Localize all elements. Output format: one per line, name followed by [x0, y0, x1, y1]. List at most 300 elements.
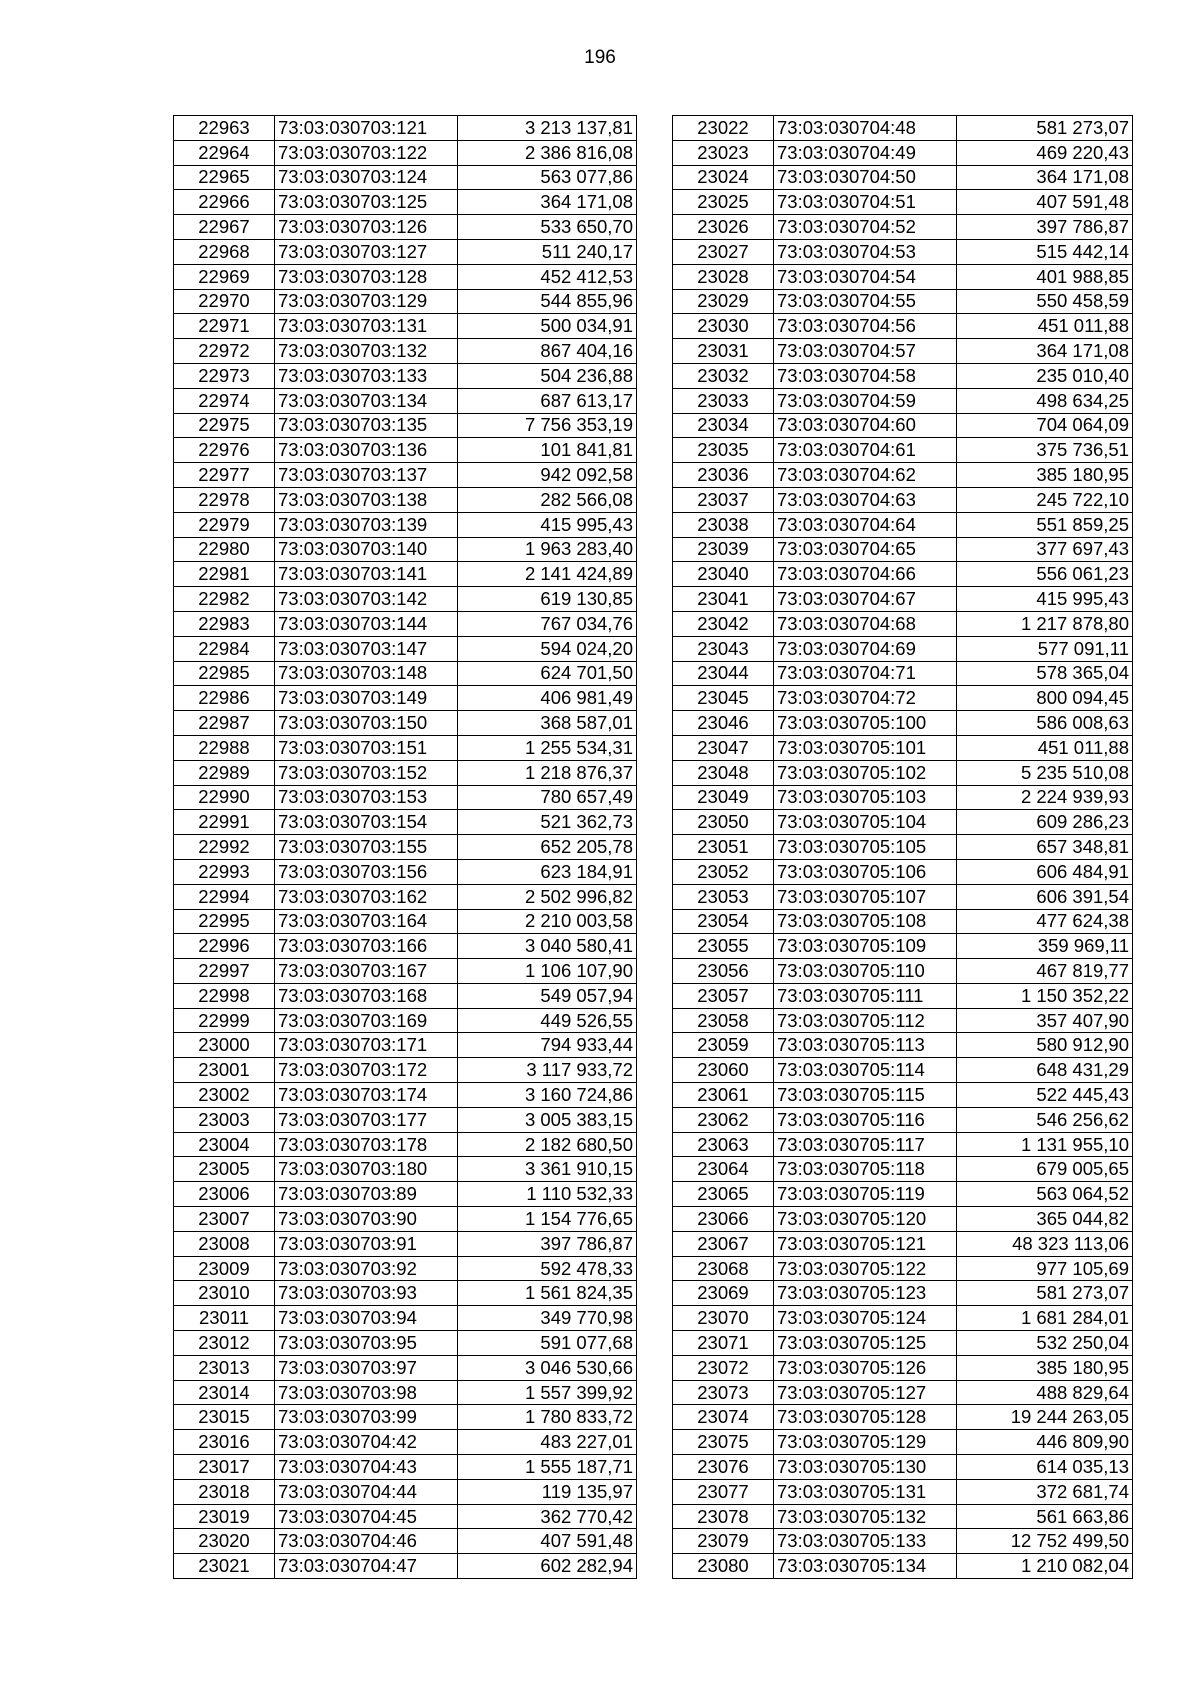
value-cell: 1 255 534,31: [458, 735, 637, 760]
row-number-cell: 22966: [174, 190, 275, 215]
table-row: [174, 438, 637, 463]
value-cell: 451 011,88: [957, 735, 1133, 760]
cadastral-number-cell: 73:03:030703:178: [275, 1132, 458, 1157]
value-cell: 581 273,07: [957, 1281, 1133, 1306]
row-number-cell: 22989: [174, 760, 275, 785]
value-cell: 563 077,86: [458, 165, 637, 190]
value-cell: 364 171,08: [957, 339, 1133, 364]
value-cell: 602 282,94: [458, 1554, 637, 1579]
cadastral-number-cell: 73:03:030703:167: [275, 959, 458, 984]
table-row: [174, 1033, 637, 1058]
row-number-cell: 23013: [174, 1355, 275, 1380]
value-cell: 1 110 532,33: [458, 1182, 637, 1207]
row-number-cell: 23021: [174, 1554, 275, 1579]
row-number-cell: 22963: [174, 116, 275, 141]
cadastral-number-cell: 73:03:030705:122: [774, 1256, 957, 1281]
row-number-cell: 23049: [673, 785, 774, 810]
value-cell: 2 502 996,82: [458, 884, 637, 909]
row-number-cell: 23064: [673, 1157, 774, 1182]
value-cell: 3 005 383,15: [458, 1107, 637, 1132]
row-number-cell: 23054: [673, 909, 774, 934]
value-cell: 1 131 955,10: [957, 1132, 1133, 1157]
row-number-cell: 23022: [673, 116, 774, 141]
table-row: [673, 512, 1133, 537]
table-row: [673, 785, 1133, 810]
row-number-cell: 23039: [673, 537, 774, 562]
cadastral-number-cell: 73:03:030705:130: [774, 1455, 957, 1480]
row-number-cell: 23068: [673, 1256, 774, 1281]
value-cell: 401 988,85: [957, 264, 1133, 289]
table-row: [174, 810, 637, 835]
table-row: [174, 1430, 637, 1455]
table-row: [174, 1331, 637, 1356]
value-cell: 521 362,73: [458, 810, 637, 835]
table-row: [174, 1554, 637, 1579]
value-cell: 235 010,40: [957, 363, 1133, 388]
table-row: [174, 1281, 637, 1306]
row-number-cell: 22997: [174, 959, 275, 984]
value-cell: 533 650,70: [458, 215, 637, 240]
value-cell: 652 205,78: [458, 835, 637, 860]
value-cell: 467 819,77: [957, 959, 1133, 984]
table-row: [174, 537, 637, 562]
table-row: [174, 1380, 637, 1405]
table-row: [174, 1504, 637, 1529]
table-row: [673, 339, 1133, 364]
row-number-cell: 22995: [174, 909, 275, 934]
row-number-cell: 22982: [174, 587, 275, 612]
cadastral-number-cell: 73:03:030703:137: [275, 463, 458, 488]
row-number-cell: 23018: [174, 1479, 275, 1504]
table-row: [673, 1132, 1133, 1157]
row-number-cell: 23036: [673, 463, 774, 488]
value-cell: 372 681,74: [957, 1479, 1133, 1504]
value-cell: 3 361 910,15: [458, 1157, 637, 1182]
value-cell: 614 035,13: [957, 1455, 1133, 1480]
row-number-cell: 23004: [174, 1132, 275, 1157]
cadastral-number-cell: 73:03:030705:120: [774, 1207, 957, 1232]
cadastral-number-cell: 73:03:030704:48: [774, 116, 957, 141]
cadastral-number-cell: 73:03:030703:172: [275, 1058, 458, 1083]
value-cell: 606 484,91: [957, 859, 1133, 884]
table-row: [673, 463, 1133, 488]
cadastral-number-cell: 73:03:030703:127: [275, 239, 458, 264]
cadastral-number-cell: 73:03:030703:125: [275, 190, 458, 215]
cadastral-number-cell: 73:03:030705:107: [774, 884, 957, 909]
row-number-cell: 22968: [174, 239, 275, 264]
value-cell: 1 154 776,65: [458, 1207, 637, 1232]
value-cell: 101 841,81: [458, 438, 637, 463]
table-row: [174, 1256, 637, 1281]
value-cell: 397 786,87: [957, 215, 1133, 240]
table-row: [673, 1479, 1133, 1504]
row-number-cell: 23002: [174, 1083, 275, 1108]
row-number-cell: 22980: [174, 537, 275, 562]
table-row: [673, 289, 1133, 314]
table-row: [174, 587, 637, 612]
cadastral-number-cell: 73:03:030705:106: [774, 859, 957, 884]
cadastral-number-cell: 73:03:030705:102: [774, 760, 957, 785]
table-row: [673, 363, 1133, 388]
table-row: [174, 339, 637, 364]
row-number-cell: 23001: [174, 1058, 275, 1083]
table-row: [174, 289, 637, 314]
table-row: [673, 239, 1133, 264]
table-row: [673, 760, 1133, 785]
row-number-cell: 22967: [174, 215, 275, 240]
cadastral-number-cell: 73:03:030703:133: [275, 363, 458, 388]
table-row: [174, 661, 637, 686]
row-number-cell: 22987: [174, 711, 275, 736]
row-number-cell: 23007: [174, 1207, 275, 1232]
value-cell: 592 478,33: [458, 1256, 637, 1281]
value-cell: 7 756 353,19: [458, 413, 637, 438]
value-cell: 407 591,48: [957, 190, 1133, 215]
cadastral-number-cell: 73:03:030705:111: [774, 983, 957, 1008]
value-cell: 2 141 424,89: [458, 562, 637, 587]
value-cell: 19 244 263,05: [957, 1405, 1133, 1430]
cadastral-number-cell: 73:03:030703:124: [275, 165, 458, 190]
table-row: [174, 934, 637, 959]
cadastral-number-cell: 73:03:030705:105: [774, 835, 957, 860]
value-cell: 365 044,82: [957, 1207, 1133, 1232]
value-cell: 364 171,08: [458, 190, 637, 215]
table-row: [174, 1355, 637, 1380]
table-row: [174, 562, 637, 587]
row-number-cell: 23014: [174, 1380, 275, 1405]
table-row: [673, 1033, 1133, 1058]
cadastral-number-cell: 73:03:030704:66: [774, 562, 957, 587]
table-row: [174, 785, 637, 810]
table-row: [174, 1058, 637, 1083]
table-row: [673, 314, 1133, 339]
table-row: [673, 190, 1133, 215]
row-number-cell: 22996: [174, 934, 275, 959]
row-number-cell: 23019: [174, 1504, 275, 1529]
table-row: [174, 1306, 637, 1331]
row-number-cell: 23061: [673, 1083, 774, 1108]
cadastral-number-cell: 73:03:030704:67: [774, 587, 957, 612]
cadastral-number-cell: 73:03:030704:51: [774, 190, 957, 215]
cadastral-number-cell: 73:03:030703:141: [275, 562, 458, 587]
table-row: [174, 711, 637, 736]
value-cell: 385 180,95: [957, 1355, 1133, 1380]
value-cell: 504 236,88: [458, 363, 637, 388]
row-number-cell: 22970: [174, 289, 275, 314]
row-number-cell: 23073: [673, 1380, 774, 1405]
row-number-cell: 23026: [673, 215, 774, 240]
row-number-cell: 23016: [174, 1430, 275, 1455]
value-cell: 522 445,43: [957, 1083, 1133, 1108]
table-row: [174, 1083, 637, 1108]
cadastral-number-cell: 73:03:030705:127: [774, 1380, 957, 1405]
cadastral-number-cell: 73:03:030704:44: [275, 1479, 458, 1504]
row-number-cell: 23046: [673, 711, 774, 736]
cadastral-number-cell: 73:03:030704:50: [774, 165, 957, 190]
value-cell: 594 024,20: [458, 636, 637, 661]
row-number-cell: 23044: [673, 661, 774, 686]
cadastral-number-cell: 73:03:030704:53: [774, 239, 957, 264]
row-number-cell: 23029: [673, 289, 774, 314]
cadastral-number-cell: 73:03:030705:104: [774, 810, 957, 835]
cadastral-number-cell: 73:03:030703:177: [275, 1107, 458, 1132]
cadastral-number-cell: 73:03:030704:57: [774, 339, 957, 364]
row-number-cell: 22979: [174, 512, 275, 537]
value-cell: 446 809,90: [957, 1430, 1133, 1455]
row-number-cell: 23074: [673, 1405, 774, 1430]
row-number-cell: 22976: [174, 438, 275, 463]
value-cell: 794 933,44: [458, 1033, 637, 1058]
table-row: [673, 264, 1133, 289]
table-row: [174, 1479, 637, 1504]
table-row: [673, 1529, 1133, 1554]
value-cell: 578 365,04: [957, 661, 1133, 686]
cadastral-number-cell: 73:03:030705:109: [774, 934, 957, 959]
value-cell: 1 150 352,22: [957, 983, 1133, 1008]
table-row: [174, 116, 637, 141]
row-number-cell: 23020: [174, 1529, 275, 1554]
table-row: [673, 1256, 1133, 1281]
table-row: [673, 1182, 1133, 1207]
value-cell: 767 034,76: [458, 611, 637, 636]
table-row: [673, 116, 1133, 141]
cadastral-number-cell: 73:03:030703:164: [275, 909, 458, 934]
cadastral-number-cell: 73:03:030703:92: [275, 1256, 458, 1281]
cadastral-number-cell: 73:03:030703:97: [275, 1355, 458, 1380]
value-cell: 1 217 878,80: [957, 611, 1133, 636]
value-cell: 606 391,54: [957, 884, 1133, 909]
value-cell: 2 386 816,08: [458, 140, 637, 165]
row-number-cell: 23038: [673, 512, 774, 537]
table-row: [174, 190, 637, 215]
row-number-cell: 23010: [174, 1281, 275, 1306]
row-number-cell: 23006: [174, 1182, 275, 1207]
value-cell: 1 681 284,01: [957, 1306, 1133, 1331]
cadastral-number-cell: 73:03:030704:56: [774, 314, 957, 339]
cadastral-number-cell: 73:03:030703:122: [275, 140, 458, 165]
cadastral-number-cell: 73:03:030705:103: [774, 785, 957, 810]
table-row: [174, 363, 637, 388]
row-number-cell: 23051: [673, 835, 774, 860]
cadastral-number-cell: 73:03:030703:129: [275, 289, 458, 314]
row-number-cell: 23041: [673, 587, 774, 612]
value-cell: 1 557 399,92: [458, 1380, 637, 1405]
row-number-cell: 23040: [673, 562, 774, 587]
value-cell: 415 995,43: [957, 587, 1133, 612]
cadastral-number-cell: 73:03:030704:59: [774, 388, 957, 413]
cadastral-number-cell: 73:03:030703:128: [275, 264, 458, 289]
value-cell: 551 859,25: [957, 512, 1133, 537]
cadastral-number-cell: 73:03:030703:134: [275, 388, 458, 413]
cadastral-number-cell: 73:03:030705:119: [774, 1182, 957, 1207]
row-number-cell: 23069: [673, 1281, 774, 1306]
cadastral-number-cell: 73:03:030703:91: [275, 1231, 458, 1256]
cadastral-number-cell: 73:03:030705:113: [774, 1033, 957, 1058]
cadastral-number-cell: 73:03:030703:94: [275, 1306, 458, 1331]
row-number-cell: 22969: [174, 264, 275, 289]
row-number-cell: 23060: [673, 1058, 774, 1083]
cadastral-number-cell: 73:03:030705:115: [774, 1083, 957, 1108]
cadastral-number-cell: 73:03:030703:152: [275, 760, 458, 785]
value-cell: 1 106 107,90: [458, 959, 637, 984]
cadastral-number-cell: 73:03:030704:46: [275, 1529, 458, 1554]
value-cell: 580 912,90: [957, 1033, 1133, 1058]
cadastral-number-cell: 73:03:030703:168: [275, 983, 458, 1008]
row-number-cell: 22990: [174, 785, 275, 810]
cadastral-number-cell: 73:03:030705:131: [774, 1479, 957, 1504]
row-number-cell: 22973: [174, 363, 275, 388]
row-number-cell: 22988: [174, 735, 275, 760]
cadastral-number-cell: 73:03:030705:108: [774, 909, 957, 934]
table-row: [673, 959, 1133, 984]
value-cell: 282 566,08: [458, 487, 637, 512]
value-cell: 451 011,88: [957, 314, 1133, 339]
row-number-cell: 22993: [174, 859, 275, 884]
table-row: [673, 1405, 1133, 1430]
value-cell: 591 077,68: [458, 1331, 637, 1356]
table-row: [673, 884, 1133, 909]
cadastral-number-cell: 73:03:030703:90: [275, 1207, 458, 1232]
value-cell: 397 786,87: [458, 1231, 637, 1256]
cadastral-number-cell: 73:03:030703:136: [275, 438, 458, 463]
table-row: [174, 1008, 637, 1033]
row-number-cell: 22994: [174, 884, 275, 909]
row-number-cell: 22992: [174, 835, 275, 860]
row-number-cell: 22999: [174, 1008, 275, 1033]
row-number-cell: 23052: [673, 859, 774, 884]
cadastral-number-cell: 73:03:030704:62: [774, 463, 957, 488]
cadastral-table-right: [672, 115, 1133, 1579]
cadastral-number-cell: 73:03:030705:129: [774, 1430, 957, 1455]
value-cell: 780 657,49: [458, 785, 637, 810]
value-cell: 2 210 003,58: [458, 909, 637, 934]
row-number-cell: 23015: [174, 1405, 275, 1430]
value-cell: 375 736,51: [957, 438, 1133, 463]
table-row: [174, 388, 637, 413]
value-cell: 586 008,63: [957, 711, 1133, 736]
row-number-cell: 23079: [673, 1529, 774, 1554]
table-row: [174, 1107, 637, 1132]
value-cell: 648 431,29: [957, 1058, 1133, 1083]
table-row: [174, 1455, 637, 1480]
cadastral-number-cell: 73:03:030704:54: [774, 264, 957, 289]
value-cell: 407 591,48: [458, 1529, 637, 1554]
table-row: [174, 1231, 637, 1256]
value-cell: 704 064,09: [957, 413, 1133, 438]
cadastral-number-cell: 73:03:030703:135: [275, 413, 458, 438]
row-number-cell: 23080: [673, 1554, 774, 1579]
row-number-cell: 23034: [673, 413, 774, 438]
row-number-cell: 22986: [174, 686, 275, 711]
row-number-cell: 22983: [174, 611, 275, 636]
cadastral-number-cell: 73:03:030704:65: [774, 537, 957, 562]
cadastral-number-cell: 73:03:030703:166: [275, 934, 458, 959]
table-row: [673, 711, 1133, 736]
row-number-cell: 22984: [174, 636, 275, 661]
table-row: [673, 661, 1133, 686]
row-number-cell: 22991: [174, 810, 275, 835]
row-number-cell: 23003: [174, 1107, 275, 1132]
cadastral-number-cell: 73:03:030703:169: [275, 1008, 458, 1033]
value-cell: 624 701,50: [458, 661, 637, 686]
cadastral-number-cell: 73:03:030703:155: [275, 835, 458, 860]
table-row: [673, 686, 1133, 711]
table-row: [174, 1182, 637, 1207]
value-cell: 581 273,07: [957, 116, 1133, 141]
table-row: [673, 611, 1133, 636]
cadastral-number-cell: 73:03:030703:98: [275, 1380, 458, 1405]
table-row: [174, 835, 637, 860]
table-row: [673, 1008, 1133, 1033]
table-row: [673, 735, 1133, 760]
row-number-cell: 22975: [174, 413, 275, 438]
row-number-cell: 23031: [673, 339, 774, 364]
row-number-cell: 23032: [673, 363, 774, 388]
row-number-cell: 23000: [174, 1033, 275, 1058]
row-number-cell: 22985: [174, 661, 275, 686]
row-number-cell: 23024: [673, 165, 774, 190]
value-cell: 349 770,98: [458, 1306, 637, 1331]
cadastral-number-cell: 73:03:030703:142: [275, 587, 458, 612]
cadastral-number-cell: 73:03:030703:138: [275, 487, 458, 512]
value-cell: 687 613,17: [458, 388, 637, 413]
row-number-cell: 23055: [673, 934, 774, 959]
value-cell: 609 286,23: [957, 810, 1133, 835]
table-row: [174, 1207, 637, 1232]
value-cell: 3 040 580,41: [458, 934, 637, 959]
value-cell: 1 218 876,37: [458, 760, 637, 785]
value-cell: 619 130,85: [458, 587, 637, 612]
table-row: [673, 1355, 1133, 1380]
cadastral-number-cell: 73:03:030704:52: [774, 215, 957, 240]
cadastral-number-cell: 73:03:030705:121: [774, 1231, 957, 1256]
cadastral-number-cell: 73:03:030703:144: [275, 611, 458, 636]
row-number-cell: 23037: [673, 487, 774, 512]
cadastral-number-cell: 73:03:030704:69: [774, 636, 957, 661]
value-cell: 3 160 724,86: [458, 1083, 637, 1108]
table-row: [174, 884, 637, 909]
cadastral-number-cell: 73:03:030703:151: [275, 735, 458, 760]
table-row: [174, 512, 637, 537]
table-row: [673, 438, 1133, 463]
row-number-cell: 23056: [673, 959, 774, 984]
cadastral-number-cell: 73:03:030705:124: [774, 1306, 957, 1331]
cadastral-number-cell: 73:03:030703:148: [275, 661, 458, 686]
row-number-cell: 23047: [673, 735, 774, 760]
cadastral-number-cell: 73:03:030704:55: [774, 289, 957, 314]
cadastral-number-cell: 73:03:030705:123: [774, 1281, 957, 1306]
value-cell: 546 256,62: [957, 1107, 1133, 1132]
cadastral-number-cell: 73:03:030703:174: [275, 1083, 458, 1108]
row-number-cell: 23072: [673, 1355, 774, 1380]
cadastral-number-cell: 73:03:030703:162: [275, 884, 458, 909]
value-cell: 385 180,95: [957, 463, 1133, 488]
value-cell: 498 634,25: [957, 388, 1133, 413]
cadastral-number-cell: 73:03:030703:121: [275, 116, 458, 141]
row-number-cell: 22971: [174, 314, 275, 339]
value-cell: 357 407,90: [957, 1008, 1133, 1033]
row-number-cell: 23017: [174, 1455, 275, 1480]
value-cell: 1 780 833,72: [458, 1405, 637, 1430]
cadastral-number-cell: 73:03:030703:153: [275, 785, 458, 810]
value-cell: 532 250,04: [957, 1331, 1133, 1356]
cadastral-number-cell: 73:03:030704:72: [774, 686, 957, 711]
cadastral-number-cell: 73:03:030704:49: [774, 140, 957, 165]
table-row: [174, 487, 637, 512]
row-number-cell: 23057: [673, 983, 774, 1008]
table-row: [174, 686, 637, 711]
value-cell: 48 323 113,06: [957, 1231, 1133, 1256]
